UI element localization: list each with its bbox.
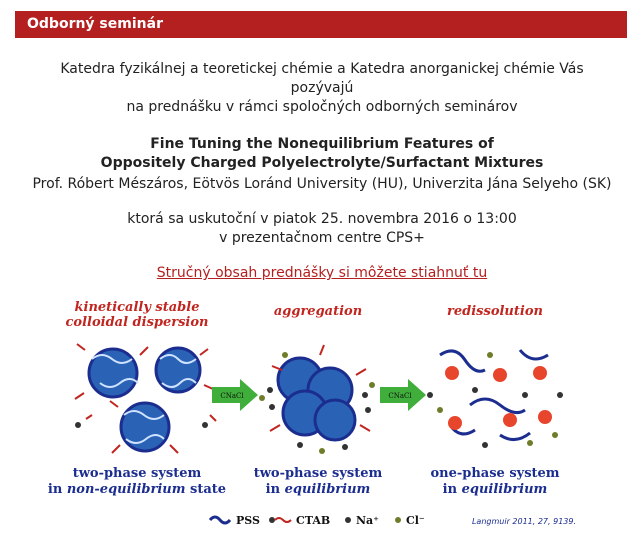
na-ion xyxy=(75,422,81,428)
panel1-caption-line1: two-phase system xyxy=(72,466,202,481)
download-row xyxy=(0,264,644,283)
arrow-2-label: CNaCl xyxy=(388,392,412,400)
speaker: Prof. Róbert Mészáros, Eötvös Loránd University (HU), Univerzita Jána Selyeho (SK) xyxy=(32,176,612,192)
legend-pss: PSS xyxy=(236,514,260,527)
schedule-line-2: v prezentačnom centre CPS+ xyxy=(219,230,425,246)
panel3-title: redissolution xyxy=(447,304,543,319)
panel1-particles xyxy=(75,344,216,453)
ctab-legend-icon xyxy=(269,517,275,523)
arrow-2 xyxy=(380,379,426,411)
schedule xyxy=(0,210,644,248)
panel2-title: aggregation xyxy=(273,304,363,319)
legend-na: Na⁺ xyxy=(356,514,379,527)
panel1-title-line2: colloidal dispersion xyxy=(65,315,209,330)
colloid-particle xyxy=(315,400,355,440)
na-ion xyxy=(202,422,208,428)
arrow-1 xyxy=(212,379,258,411)
invitation-line-2: pozývajú xyxy=(290,80,354,96)
panel1-title-line1: kinetically stable xyxy=(74,300,200,315)
talk-title-line-2: Oppositely Charged Polyelectrolyte/Surfactant Mixtures xyxy=(100,155,544,171)
panel2-caption-line1: two-phase system xyxy=(253,466,383,481)
schedule-line-1: ktorá sa uskutoční v piatok 25. novembra 2016 o 13:00 xyxy=(127,211,517,227)
panel3-redissolved xyxy=(427,350,563,448)
talk-title-line-1: Fine Tuning the Nonequilibrium Features of xyxy=(150,136,494,152)
pss-legend-icon xyxy=(210,517,230,523)
cl-legend-icon xyxy=(395,517,401,523)
legend-cl: Cl⁻ xyxy=(406,514,425,527)
section-header: Odborný seminár xyxy=(15,11,627,38)
panel3-caption-line2: in equilibrium xyxy=(442,482,548,497)
panel1-caption-line2: in non-equilibrium state xyxy=(47,482,227,497)
invitation-line-3: na prednášku v rámci spoločných odborných seminárov xyxy=(126,99,518,115)
panel2-aggregate xyxy=(259,345,375,454)
panel2-caption-line2: in equilibrium xyxy=(265,482,371,497)
scheme-illustration xyxy=(0,295,644,556)
abstract-download-link[interactable]: Stručný obsah prednášky si môžete stiahnuť tu xyxy=(156,265,488,281)
colloid-particle xyxy=(121,403,169,451)
legend-ctab: CTAB xyxy=(296,514,331,527)
ctab-micelles xyxy=(445,366,552,430)
invitation-line-1: Katedra fyzikálnej a teoretickej chémie a Katedra anorganickej chémie Vás xyxy=(60,61,584,77)
invitation-text xyxy=(0,60,644,117)
figure-reference: Langmuir 2011, 27, 9139. xyxy=(471,517,577,526)
arrow-1-label: CNaCl xyxy=(220,392,244,400)
na-legend-icon xyxy=(345,517,351,523)
figure-legend xyxy=(210,514,425,527)
scheme-figure xyxy=(0,295,644,556)
panel3-caption-line1: one-phase system xyxy=(430,466,560,481)
talk-title xyxy=(0,135,644,173)
